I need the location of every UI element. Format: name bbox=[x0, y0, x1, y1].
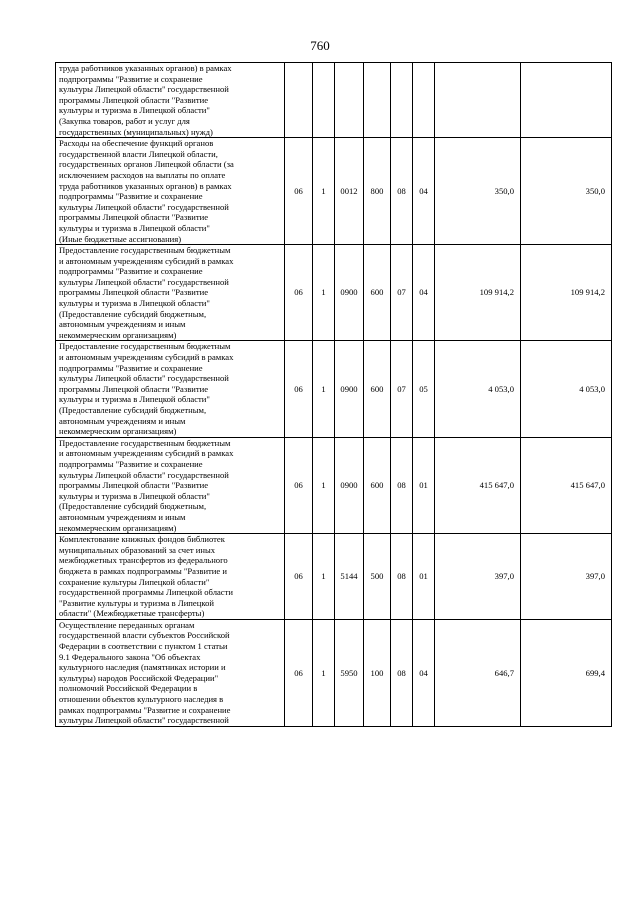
amount-year1-cell: 350,0 bbox=[435, 138, 521, 245]
expense-type-cell: 600 bbox=[364, 437, 391, 533]
expense-type-cell: 500 bbox=[364, 534, 391, 620]
program-code-cell bbox=[313, 63, 335, 138]
amount-year2-cell: 350,0 bbox=[521, 138, 612, 245]
expense-type-cell bbox=[364, 63, 391, 138]
subsection-cell: 04 bbox=[413, 619, 435, 726]
section-cell bbox=[391, 63, 413, 138]
section-cell: 07 bbox=[391, 341, 413, 437]
target-code-cell: 0900 bbox=[335, 245, 364, 341]
target-code-cell: 0900 bbox=[335, 437, 364, 533]
table-row bbox=[56, 138, 612, 245]
admin-code-cell: 06 bbox=[285, 619, 313, 726]
target-code-cell: 5950 bbox=[335, 619, 364, 726]
amount-year1-cell: 109 914,2 bbox=[435, 245, 521, 341]
admin-code-cell: 06 bbox=[285, 138, 313, 245]
admin-code-cell: 06 bbox=[285, 245, 313, 341]
description-cell: Предоставление государственным бюджетным и автономным учреждениям субсидий в рамках подпрограммы "Развитие и сохранение культуры Липецкой области" государственной программы Липецкой области "Развитие культуры и туризма в Липецкой области" (Предоставление субсидий бюджетным, автономным учреждениям и иным некоммерческим организациям) bbox=[56, 245, 285, 341]
program-code-cell: 1 bbox=[313, 245, 335, 341]
admin-code-cell: 06 bbox=[285, 341, 313, 437]
subsection-cell: 04 bbox=[413, 138, 435, 245]
amount-year1-cell: 415 647,0 bbox=[435, 437, 521, 533]
table-row bbox=[56, 619, 612, 726]
program-code-cell: 1 bbox=[313, 534, 335, 620]
admin-code-cell: 06 bbox=[285, 534, 313, 620]
expense-type-cell: 800 bbox=[364, 138, 391, 245]
table-body bbox=[56, 63, 612, 727]
program-code-cell: 1 bbox=[313, 437, 335, 533]
table-row bbox=[56, 437, 612, 533]
subsection-cell: 05 bbox=[413, 341, 435, 437]
description-cell: Предоставление государственным бюджетным и автономным учреждениям субсидий в рамках подпрограммы "Развитие и сохранение культуры Липецкой области" государственной программы Липецкой области "Развитие культуры и туризма в Липецкой области" (Предоставление субсидий бюджетным, автономным учреждениям и иным некоммерческим организациям) bbox=[56, 437, 285, 533]
description-cell: труда работников указанных органов) в рамках подпрограммы "Развитие и сохранение культуры Липецкой области" государственной программы Липецкой области "Развитие культуры и туризма в Липецкой области" (Закупка товаров, работ и услуг для государственных (муниципальных) нужд) bbox=[56, 63, 285, 138]
section-cell: 08 bbox=[391, 138, 413, 245]
subsection-cell: 04 bbox=[413, 245, 435, 341]
amount-year2-cell: 4 053,0 bbox=[521, 341, 612, 437]
admin-code-cell bbox=[285, 63, 313, 138]
amount-year1-cell: 646,7 bbox=[435, 619, 521, 726]
subsection-cell: 01 bbox=[413, 437, 435, 533]
table-row bbox=[56, 534, 612, 620]
table-row bbox=[56, 245, 612, 341]
expense-type-cell: 600 bbox=[364, 245, 391, 341]
subsection-cell bbox=[413, 63, 435, 138]
budget-table bbox=[55, 62, 612, 727]
amount-year1-cell bbox=[435, 63, 521, 138]
description-cell: Осуществление переданных органам государственной власти субъектов Российской Федерации в соответствии с пунктом 1 статьи 9.1 Федерального закона "Об объектах культурного наследия (памятниках истории и культуры) народов Российской Федерации" полномочий Российской Федерации в отношении объектов культурного наследия в рамках подпрограммы "Развитие и сохранение культуры Липецкой области" государственной bbox=[56, 619, 285, 726]
page-number: 760 bbox=[310, 38, 330, 53]
expense-type-cell: 600 bbox=[364, 341, 391, 437]
program-code-cell: 1 bbox=[313, 619, 335, 726]
table-row bbox=[56, 341, 612, 437]
admin-code-cell: 06 bbox=[285, 437, 313, 533]
description-cell: Комплектование книжных фондов библиотек муниципальных образований за счет иных межбюджетных трансфертов из федерального бюджета в рамках подпрограммы "Развитие и сохранение культуры Липецкой области" государственной программы Липецкой области "Развитие культуры и туризма в Липецкой области" (Межбюджетные трансферты) bbox=[56, 534, 285, 620]
amount-year2-cell: 699,4 bbox=[521, 619, 612, 726]
amount-year2-cell bbox=[521, 63, 612, 138]
description-cell: Предоставление государственным бюджетным и автономным учреждениям субсидий в рамках подпрограммы "Развитие и сохранение культуры Липецкой области" государственной программы Липецкой области "Развитие культуры и туризма в Липецкой области" (Предоставление субсидий бюджетным, автономным учреждениям и иным некоммерческим организациям) bbox=[56, 341, 285, 437]
section-cell: 08 bbox=[391, 437, 413, 533]
program-code-cell: 1 bbox=[313, 341, 335, 437]
amount-year1-cell: 397,0 bbox=[435, 534, 521, 620]
program-code-cell: 1 bbox=[313, 138, 335, 245]
amount-year2-cell: 415 647,0 bbox=[521, 437, 612, 533]
subsection-cell: 01 bbox=[413, 534, 435, 620]
expense-type-cell: 100 bbox=[364, 619, 391, 726]
section-cell: 08 bbox=[391, 534, 413, 620]
amount-year2-cell: 109 914,2 bbox=[521, 245, 612, 341]
table-row bbox=[56, 63, 612, 138]
section-cell: 08 bbox=[391, 619, 413, 726]
amount-year2-cell: 397,0 bbox=[521, 534, 612, 620]
target-code-cell bbox=[335, 63, 364, 138]
target-code-cell: 5144 bbox=[335, 534, 364, 620]
target-code-cell: 0012 bbox=[335, 138, 364, 245]
target-code-cell: 0900 bbox=[335, 341, 364, 437]
amount-year1-cell: 4 053,0 bbox=[435, 341, 521, 437]
description-cell: Расходы на обеспечение функций органов государственной власти Липецкой области, государственных органов Липецкой области (за исключением расходов на выплаты по оплате труда работников указанных органов) в рамках подпрограммы "Развитие и сохранение культуры Липецкой области" государственной программы Липецкой области "Развитие культуры и туризма в Липецкой области" (Иные бюджетные ассигнования) bbox=[56, 138, 285, 245]
section-cell: 07 bbox=[391, 245, 413, 341]
